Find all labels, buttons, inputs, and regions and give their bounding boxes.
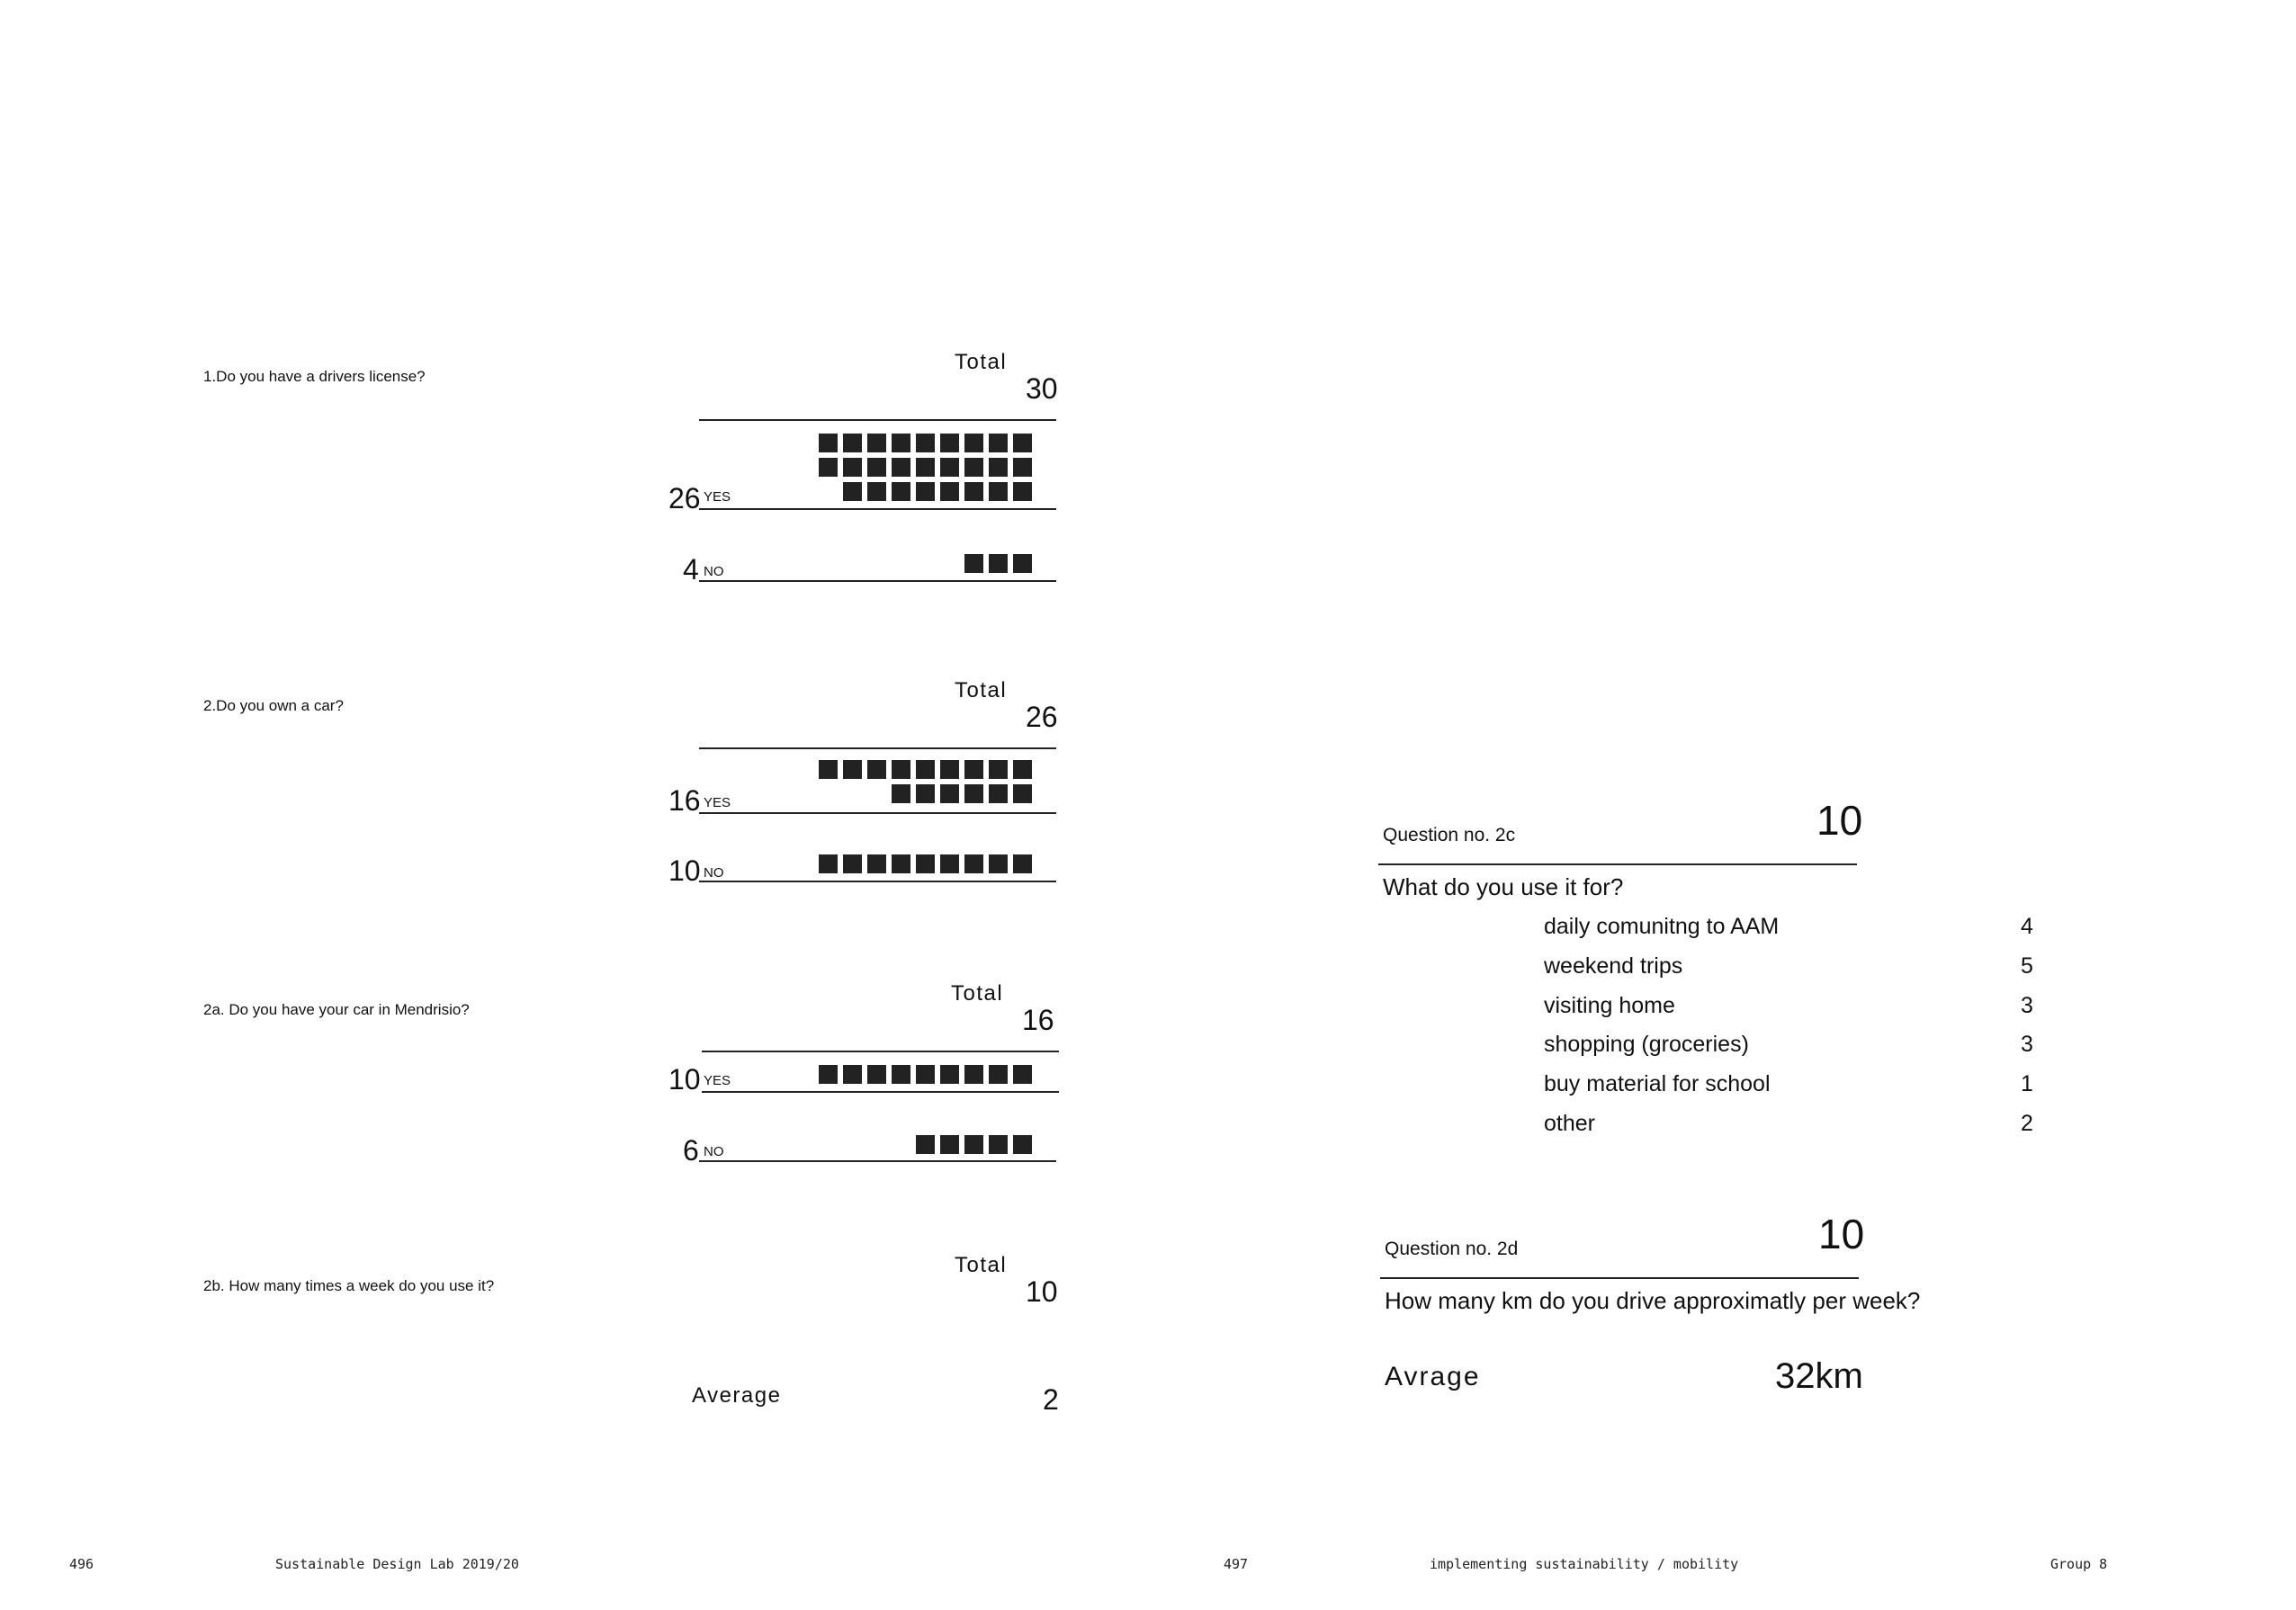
q1-no-count: 4 [683, 553, 699, 586]
q2-no-count: 10 [668, 854, 701, 887]
q2c-item-value: 4 [2021, 914, 2033, 939]
response-square [1013, 760, 1032, 779]
q2c-label: Question no. 2c [1383, 825, 1516, 845]
response-square [892, 434, 910, 452]
response-square [989, 458, 1008, 477]
q2c-total: 10 [1816, 797, 1863, 844]
response-square [867, 434, 886, 452]
response-square [916, 760, 935, 779]
response-square [989, 482, 1008, 501]
response-square [867, 1065, 886, 1084]
q2-no-rule [699, 881, 1056, 882]
q2d-total: 10 [1818, 1211, 1865, 1257]
response-square [964, 434, 983, 452]
response-square [964, 760, 983, 779]
response-square [916, 1135, 935, 1154]
response-square [940, 458, 959, 477]
q2a-no-rule [699, 1160, 1056, 1162]
response-square [819, 760, 838, 779]
response-square [940, 760, 959, 779]
q2d-average-label: Avrage [1385, 1362, 1481, 1391]
response-square [964, 1065, 983, 1084]
q2a-no-label: NO [704, 1144, 724, 1159]
q2c-item-value: 1 [2021, 1071, 2033, 1096]
q2a-no-count: 6 [683, 1134, 699, 1167]
response-square [843, 1065, 862, 1084]
q2d-question: How many km do you drive approximatly per week? [1385, 1287, 1921, 1314]
q1-no-rule [699, 580, 1056, 582]
response-square [892, 760, 910, 779]
response-square [940, 482, 959, 501]
q1-total-value: 30 [1026, 372, 1058, 405]
response-square [1013, 854, 1032, 873]
response-square [964, 554, 983, 573]
q1-no-label: NO [704, 564, 724, 579]
response-square [964, 784, 983, 803]
q2b-question: 2b. How many times a week do you use it? [203, 1277, 495, 1294]
response-square [916, 784, 935, 803]
footer-group: Group 8 [2050, 1556, 2108, 1572]
footer-left-title: Sustainable Design Lab 2019/20 [275, 1556, 519, 1572]
response-square [892, 784, 910, 803]
q2c-item-label: buy material for school [1544, 1071, 1771, 1096]
response-square [964, 458, 983, 477]
q2c-item-label: other [1544, 1111, 1595, 1136]
response-square [867, 854, 886, 873]
response-square [916, 854, 935, 873]
q1-total-label: Total [955, 350, 1008, 374]
response-square [989, 1065, 1008, 1084]
response-square [940, 434, 959, 452]
response-square [1013, 434, 1032, 452]
response-square [843, 434, 862, 452]
response-square [989, 554, 1008, 573]
response-square [819, 1065, 838, 1084]
q2b-average-label: Average [692, 1383, 782, 1408]
response-square [819, 458, 838, 477]
response-square [964, 482, 983, 501]
response-square [964, 1135, 983, 1154]
q2-yes-count: 16 [668, 784, 701, 817]
response-square [989, 784, 1008, 803]
response-square [819, 434, 838, 452]
response-square [819, 854, 838, 873]
q2b-total-value: 10 [1026, 1275, 1058, 1308]
footer-left-page-number: 496 [69, 1556, 94, 1572]
response-square [989, 760, 1008, 779]
q2c-item-label: weekend trips [1544, 953, 1683, 979]
q2c-rule [1378, 863, 1857, 865]
q2c-item-value: 5 [2021, 953, 2033, 979]
response-square [1013, 482, 1032, 501]
response-square [1013, 458, 1032, 477]
response-square [964, 854, 983, 873]
q2-yes-rule [699, 812, 1056, 814]
q2-no-label: NO [704, 865, 724, 881]
footer-right-title: implementing sustainability / mobility [1430, 1556, 1739, 1572]
response-square [940, 784, 959, 803]
q1-yes-label: YES [704, 489, 731, 505]
response-square [892, 1065, 910, 1084]
response-square [940, 1135, 959, 1154]
response-square [1013, 1065, 1032, 1084]
q2c-item-label: visiting home [1544, 993, 1675, 1018]
q2a-total-label: Total [951, 981, 1004, 1006]
q2a-total-value: 16 [1022, 1004, 1054, 1036]
q2b-total-label: Total [955, 1253, 1008, 1277]
response-square [867, 482, 886, 501]
q1-question: 1.Do you have a drivers license? [203, 368, 426, 385]
q2d-rule [1380, 1277, 1859, 1279]
response-square [989, 854, 1008, 873]
response-square [916, 1065, 935, 1084]
footer-right-page-number: 497 [1224, 1556, 1249, 1572]
response-square [843, 482, 862, 501]
response-square [916, 458, 935, 477]
response-square [843, 458, 862, 477]
response-square [916, 482, 935, 501]
q2c-question: What do you use it for? [1383, 873, 1624, 900]
response-square [1013, 554, 1032, 573]
response-square [1013, 784, 1032, 803]
q2c-item-label: shopping (groceries) [1544, 1032, 1749, 1057]
q2-total-value: 26 [1026, 701, 1058, 733]
q2c-item-value: 3 [2021, 1032, 2033, 1057]
q1-yes-count: 26 [668, 482, 701, 514]
response-square [843, 854, 862, 873]
q2c-item-value: 2 [2021, 1111, 2033, 1136]
q2a-yes-count: 10 [668, 1063, 701, 1096]
response-square [916, 434, 935, 452]
q2-top-rule [699, 747, 1056, 749]
q2d-label: Question no. 2d [1385, 1239, 1519, 1259]
response-square [892, 482, 910, 501]
response-square [989, 1135, 1008, 1154]
q2-total-label: Total [955, 678, 1008, 702]
response-square [843, 760, 862, 779]
response-square [1013, 1135, 1032, 1154]
response-square [867, 760, 886, 779]
q2-yes-label: YES [704, 795, 731, 810]
q2a-yes-label: YES [704, 1073, 731, 1088]
q2b-average-value: 2 [1043, 1383, 1059, 1416]
q1-top-rule [699, 419, 1056, 421]
response-square [940, 1065, 959, 1084]
q2a-yes-rule [702, 1091, 1059, 1093]
response-square [892, 854, 910, 873]
q1-yes-rule [699, 508, 1056, 510]
q2a-question: 2a. Do you have your car in Mendrisio? [203, 1001, 470, 1018]
q2d-average-value: 32km [1775, 1356, 1863, 1396]
q2c-item-value: 3 [2021, 993, 2033, 1018]
response-square [989, 434, 1008, 452]
q2c-item-label: daily comunitng to AAM [1544, 914, 1780, 939]
response-square [940, 854, 959, 873]
response-square [892, 458, 910, 477]
q2-question: 2.Do you own a car? [203, 697, 344, 714]
q2a-top-rule [702, 1051, 1059, 1052]
response-square [867, 458, 886, 477]
